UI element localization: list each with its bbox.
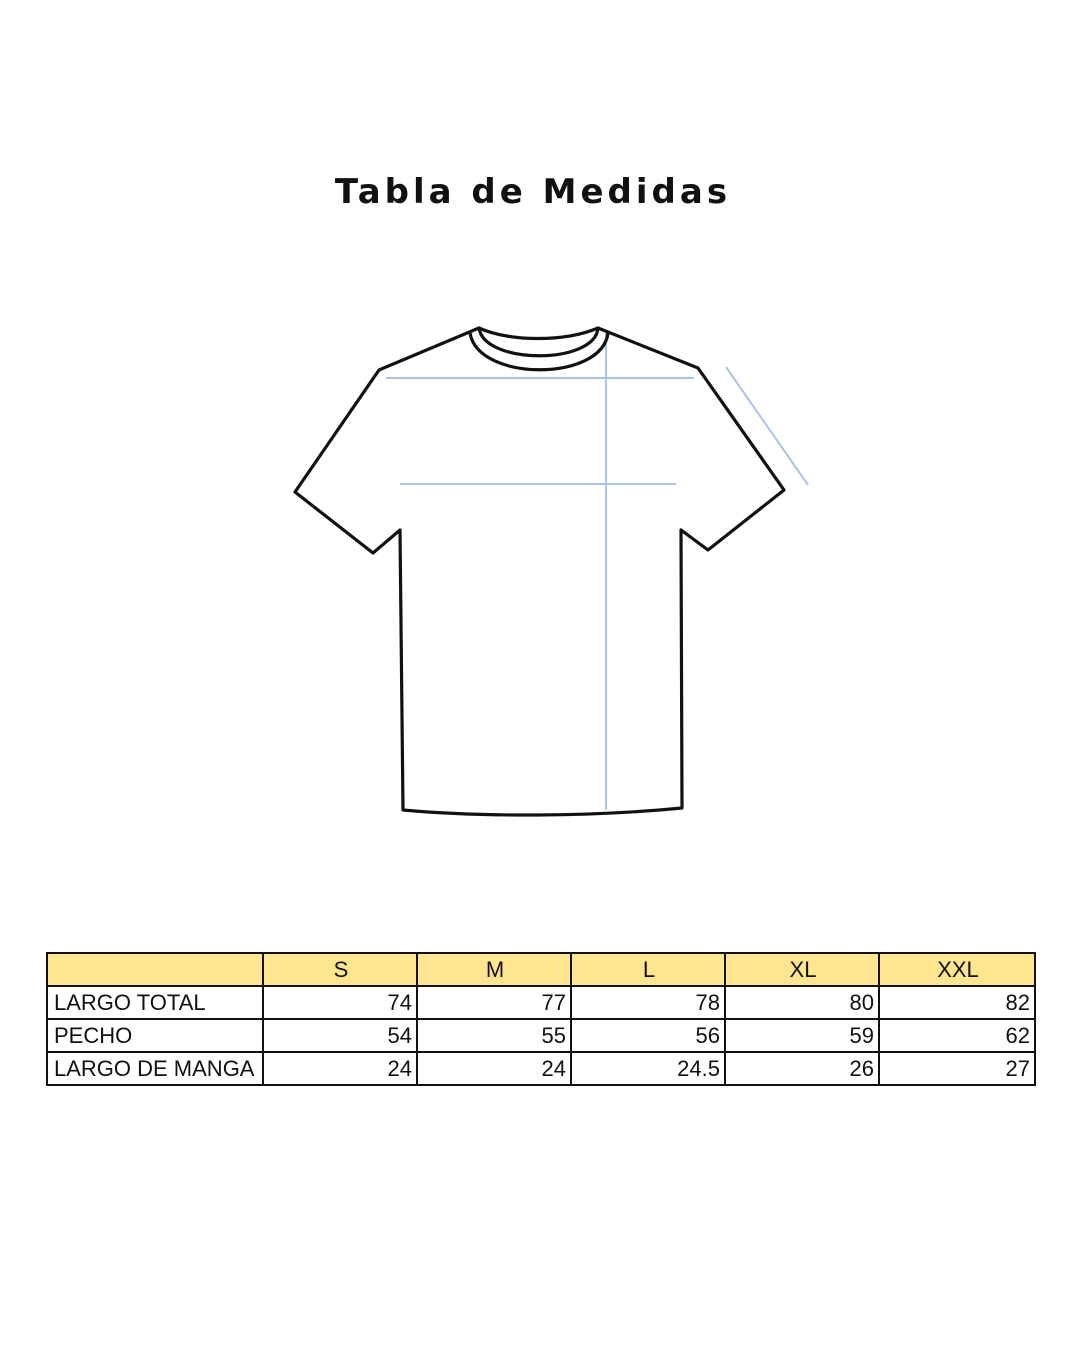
table-cell: 59 <box>725 1019 879 1052</box>
table-header-size: S <box>263 953 417 986</box>
table-cell: 80 <box>725 986 879 1019</box>
table-cell: 54 <box>263 1019 417 1052</box>
row-label: LARGO TOTAL <box>47 986 263 1019</box>
table-cell: 27 <box>879 1052 1035 1085</box>
table-cell: 77 <box>417 986 571 1019</box>
row-label: LARGO DE MANGA <box>47 1052 263 1085</box>
table-header-size: L <box>571 953 725 986</box>
table-cell: 24 <box>417 1052 571 1085</box>
row-label: PECHO <box>47 1019 263 1052</box>
table-header-size: XXL <box>879 953 1035 986</box>
table-header-size: XL <box>725 953 879 986</box>
table-cell: 62 <box>879 1019 1035 1052</box>
table-cell: 56 <box>571 1019 725 1052</box>
table-row <box>47 1019 1035 1052</box>
table-row <box>47 1052 1035 1085</box>
table-header-size: M <box>417 953 571 986</box>
tshirt-outline <box>295 328 784 815</box>
table-cell: 55 <box>417 1019 571 1052</box>
size-chart-table <box>46 952 1036 1086</box>
table-cell: 82 <box>879 986 1035 1019</box>
table-row <box>47 986 1035 1019</box>
table-cell: 74 <box>263 986 417 1019</box>
table-cell: 78 <box>571 986 725 1019</box>
table-cell: 24.5 <box>571 1052 725 1085</box>
table-cell: 26 <box>725 1052 879 1085</box>
collar-outer-line <box>479 328 598 356</box>
table-cell: 24 <box>263 1052 417 1085</box>
table-header-corner <box>47 953 263 986</box>
table-header-row <box>47 953 1035 986</box>
page-title: Tabla de Medidas <box>334 172 732 212</box>
